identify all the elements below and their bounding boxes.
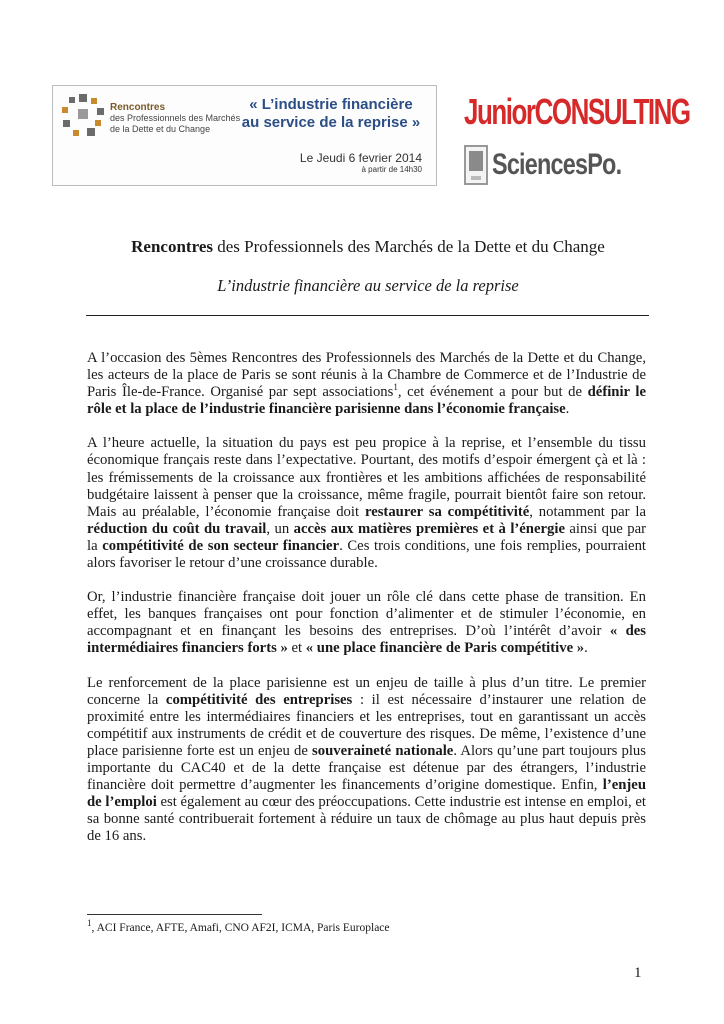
banner-date: Le Jeudi 6 fevrier 2014 [299,151,422,165]
banner-name-line1: Rencontres [110,102,166,113]
p1-text2: , cet événement a pour but de [397,384,588,401]
p2-bold4: compétitivité de son secteur financier [102,537,340,554]
p2-bold2: réduction du coût du travail [87,520,267,537]
page-number: 1 [634,965,642,981]
p2-text4: ainsi que par la [87,520,647,554]
p4-bold2: souveraineté nationale [312,742,454,759]
p4-bold3: l’enjeu de l’emploi [87,777,646,811]
p2-bold3: accès aux matières premières et à l’énergie [293,520,565,537]
banner-quote-line1: « L’industrie financière [249,96,413,113]
banner-quote-line2: au service de la reprise » [241,114,421,131]
p2-text1: A l’heure actuelle, la situation du pays est peu propice à la reprise, et l’ensemble du tissu économique français reste dans l’expectative. Pourtant, des motifs d’espoir émergent çà et là : les frémissements de la croissance aux frontières et les ambitions affichées de responsabilité budgétaire laissent à penser que la croissance, même fragile, pourrait bientôt faire son retour. Mais au préalable, l’économie française doit [87,435,646,520]
p3-text2: et [287,640,306,657]
p4-text1: Le renforcement de la place parisienne est un enjeu de taille à plus d’un titre. Le premier concerne la [87,674,646,708]
junior-logo-part1: Junior [464,91,535,132]
footnote-ref: 1 [393,382,398,393]
paragraph-3 [87,589,646,657]
sciencespo-logo-text: SciencesPo. [492,148,622,181]
footnote-number: 1 [87,918,92,929]
p2-text5: . Ces trois conditions, une fois remplies, pourraient alors favoriser le retour d’une croissance durable. [87,537,646,572]
p1-text3: . [565,401,570,418]
p3-text1: Or, l’industrie financière française doit jouer un rôle clé dans cette phase de transition. En effet, les banques françaises ont pour fonction d’alimenter et de stimuler l’économie, en accompagnant et en finançant les besoins des entreprises. D’où l’intérêt d’avoir [87,589,646,640]
p4-bold1: compétitivité des entreprises [165,691,353,708]
p1-bold1: définir le rôle et la place de l’industrie financière parisienne dans l’économie française [87,384,646,418]
banner-name-line3: de la Dette et du Change [110,124,211,134]
p4-text3: . Alors qu’une part toujours plus importante du CAC40 et de la dette française est détenue par des étrangers, l’industrie financière doit permettre d’augmenter les financements d’origine domestique. Enfin, [87,742,646,794]
banner-date-block [300,151,422,174]
p2-text2: , notamment par la [529,503,647,520]
p3-text3: . [584,640,588,657]
paragraph-2 [87,435,646,572]
paragraph-4 [87,675,646,846]
footnote [87,918,390,934]
footnote-separator [87,914,262,915]
p1-text1: A l’occasion des 5èmes Rencontres des Professionnels des Marchés de la Dette et du Change, les acteurs de la place de Paris se sont réunis à la Chambre de Commerce et de l’Industrie de Paris Île-de-France. Organisé par sept associations [87,350,646,401]
p2-bold1: restaurer sa compétitivité [364,503,530,520]
junior-consulting-logo [464,83,690,141]
p4-text4: est également au cœur des préoccupations. Cette industrie est intense en emploi, et sa bonne santé contribuerait fortement à réduire un taux de chômage au plus haut depuis près de 16 ans. [87,794,646,845]
p2-text3: , un [266,520,294,537]
junior-logo-part2: CONSULTING [534,91,690,132]
document-title [86,237,650,257]
footnote-text: , ACI France, AFTE, Amafi, CNO AF2I, ICMA, Paris Europlace [91,922,390,934]
banner-time: à partir de 14h30 [361,165,422,174]
banner-quote [236,96,426,132]
paragraph-1 [87,350,646,418]
banner-name-line2: des Professionnels des Marchés [110,113,241,123]
p4-text2: : il est nécessaire d’instaurer une relation de proximité entre les intermédiaires financiers et les entreprises, tout en garantissant un accès compétitif aux instruments de crédit et de couverture des risques. De même, l’existence d’une place parisienne forte est un enjeu de [87,691,646,759]
event-banner [52,85,437,186]
document-body [87,350,646,862]
title-rest: des Professionnels des Marchés de la Dette et du Change [213,237,605,256]
document-subtitle: L’industrie financière au service de la reprise [217,276,519,295]
title-bold: Rencontres [131,237,213,256]
rencontres-logo-icon [59,92,107,142]
title-divider [86,315,649,316]
p3-bold2: « une place financière de Paris compétitive » [305,640,585,657]
sciencespo-emblem-icon [464,145,488,185]
p3-bold1: « des intermédiaires financiers forts » [87,623,646,657]
banner-event-name [110,102,240,135]
